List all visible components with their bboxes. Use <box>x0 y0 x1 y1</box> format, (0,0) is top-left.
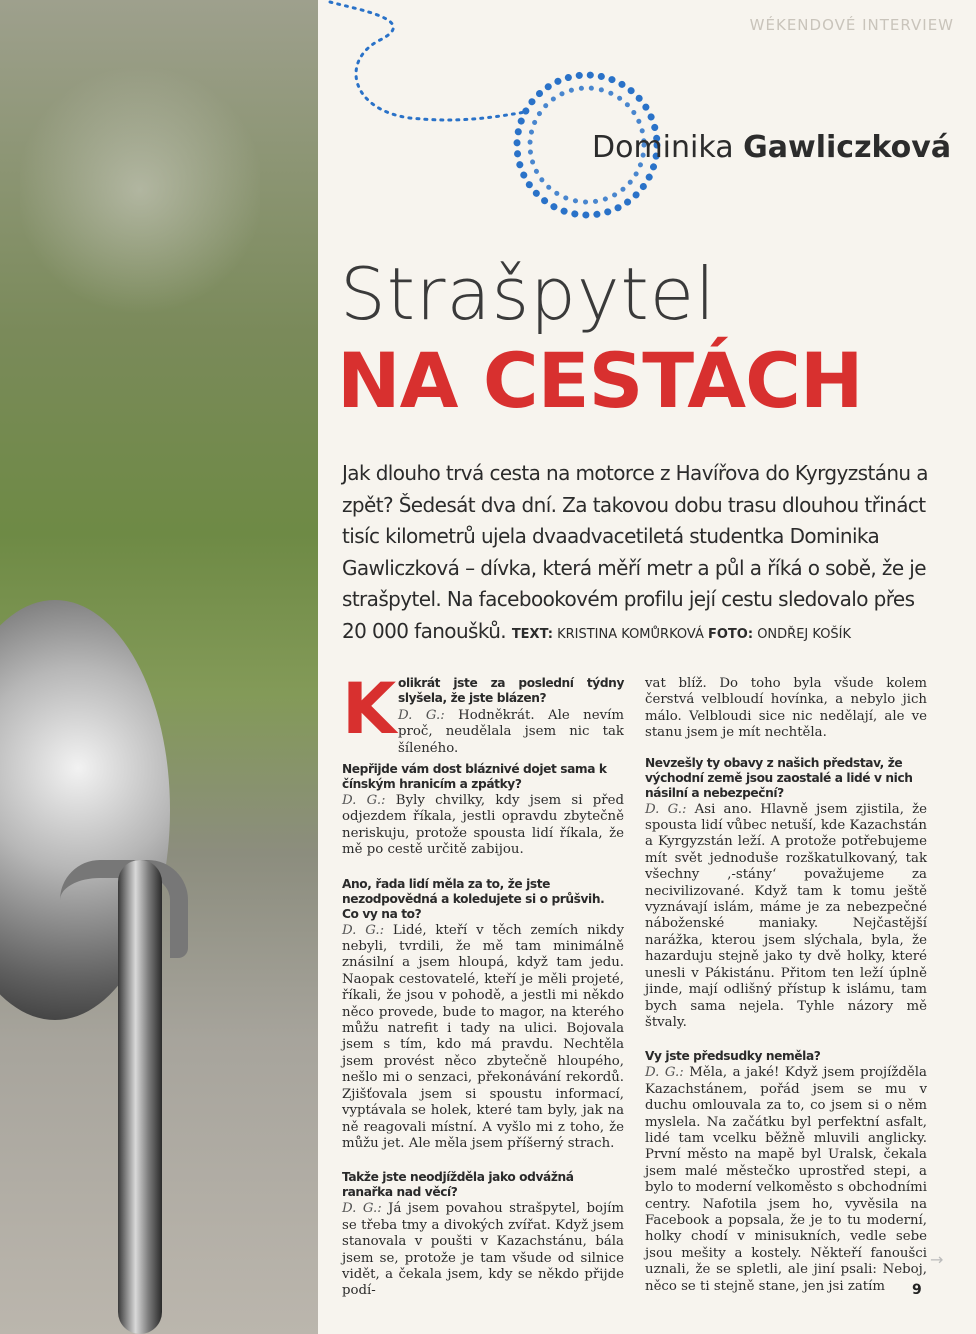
answer-2-tag: D. G.: <box>342 793 386 808</box>
continue-arrow-icon: → <box>930 1250 944 1269</box>
lead-text: Jak dlouho trvá cesta na motorce z Havířova do Kyrgyzstánu a zpět? Šedesát dva dní. Za takovou dobu trasu dlouhou třináct tisíc kilometrů ujela dvaadvacetiletá studentka Dominika Gawliczková – dívka, která měří metr a půl a říká o sobě, že je strašpytel. Na facebookovém profilu její cestu sledovalo přes 20 000 fanoušků. <box>342 461 928 643</box>
dotted-trail <box>330 2 525 120</box>
answer-1-tag: D. G.: <box>398 708 445 723</box>
answer-2 <box>342 793 624 859</box>
question-2: Nepřijde vám dost bláznivé dojet sama k čínským hranicím a zpátky? <box>342 762 607 791</box>
answer-5 <box>645 802 927 1032</box>
lead-paragraph <box>342 458 938 650</box>
answer-3-tag: D. G.: <box>342 922 385 938</box>
answer-5-text: Asi ano. Hlavně jsem zjistila, že spousta lidí vůbec netuší, kde Kazachstán a Kyrgyzstán leží. A protože potřebujeme mít svět jednoduše rozškatulkovaný, tak všechny ‚-stány‘ považujeme za necivilizované. Když tam k tomu ještě vyznávají islám, máme je za nebezpečné náboženské maniaky. Nejčastější narážka, kterou jsem slýchala, byla, že hazarduju stejně jako ty dvě holky, které unesli v Pákistánu. Přitom ten leží úplně jinde, mají odlišný přístup k islámu, tam bych sama nejela. Tyhle názory mě štvaly. <box>645 801 928 1030</box>
page-number: 9 <box>912 1282 922 1298</box>
drop-cap: K <box>342 668 397 750</box>
answer-4-text: Já jsem povahou strašpytel, bojím se třeba tmy a divokých zvířat. Když jsem stanovala v poušti v Kazachstánu, bála jsem se, protože je tam všude od silnice vidět, a čekala jsem, kdy se někdo přijde podí- <box>342 1201 625 1299</box>
opening-block <box>342 668 624 756</box>
article-column-right <box>645 676 927 1295</box>
article-column-left <box>342 668 625 1300</box>
answer-1 <box>398 708 624 757</box>
title-line-2: NA CESTÁCH <box>337 336 863 425</box>
dotted-circle-decoration <box>300 0 680 240</box>
answer-3-text: Lidé, kteří v těch zemích nikdy nebyli, tvrdili, že mě tam minimálně znásilní a jsem hloupá, když tam jedu. Naopak cestovatelé, kteří je měli projeté, říkali, že jsou v pohodě, a jestli mi někdo něco provede, bude to magor, na kterého můžu natrefit i tady na ulici. Bojovala jsem s tím, kdo má pravdu. Nechtěla jsem provést něco zbytečně hloupého, nešlo mi o senzaci, překonávání rekordů. Zjišťovala jsem si spoustu informací, vyptávala se holek, které tam byly, jak na ně reagovali místní. A vyšlo mi z toho, že můžu jet. Ale měla jsem příšerný strach. <box>342 922 624 1151</box>
person-last-name: Gawliczková <box>743 130 952 165</box>
mirror-stem <box>118 860 162 1334</box>
answer-4-tag: D. G.: <box>342 1201 382 1217</box>
question-5: Nevzešly ty obavy z našich představ, že východní země jsou zaostalé a lidé v nich násilní a nebezpeční? <box>645 755 913 800</box>
answer-2-text: Byly chvilky, kdy jsem si před odjezdem říkala, jestli opravdu zbytečně neriskuju, protože spousta lidí říkala, že mě po cestě určitě zabijou. <box>342 793 625 858</box>
credits <box>512 627 851 642</box>
question-3: Ano, řada lidí měla za to, že jste nezodpovědná a koledujete si o průšvih. Co vy na to? <box>342 876 605 921</box>
person-name <box>592 130 951 165</box>
answer-1-text: Hodněkrát. Ale nevím proč, neudělala jsem nic tak šíleného. <box>398 708 624 756</box>
title-line-1: Strašpytel <box>340 252 717 336</box>
photo-credit-author: ONDŘEJ KOŠÍK <box>757 626 852 642</box>
section-ghost-header: WÉKENDOVÉ INTERVIEW <box>749 16 954 34</box>
question-6: Vy jste předsudky neměla? <box>645 1049 821 1064</box>
photo-blur <box>20 60 260 320</box>
answer-6-tag: D. G.: <box>645 1065 684 1081</box>
answer-6 <box>645 1065 927 1295</box>
answer-6-text: Měla, a jaké! Když jsem projížděla Kazachstánem, pořád jsem se mu v duchu omlouvala za to, co jsem si o něm myslela. Na začátku byl perfektní asfalt, lidé tam vcelku běžně mluvili anglicky. První město na mapě byl Uralsk, čekala jsem malé městečko uprostřed stepi, a bylo to moderní velkoměsto s obchodními centry. Nafotila jsem ho, vyvěsila na Facebook a popsala, že je to tu moderní, holky chodí v minisukních, vedle sebe jsou mešity a kostely. Někteří fanoušci uznali, že se spletli, ale jiní psali: Neboj, něco se ti stejně stane, jen jsi zatím <box>645 1065 927 1294</box>
question-1: olikrát jste za poslední týdny slyšela, že jste blázen? <box>398 676 624 705</box>
answer-5-tag: D. G.: <box>645 801 687 817</box>
text-credit-label: TEXT: <box>511 626 553 642</box>
answer-3 <box>342 923 624 1153</box>
answer-4-continued: vat blíž. Do toho byla všude kolem čerstvá velbloudí hovínka, a nebylo jich málo. Velbloudi sice nic nedělají, ale ve stanu jsem je mít nechtěla. <box>645 676 927 741</box>
photo-credit-label: FOTO: <box>708 626 754 642</box>
answer-4 <box>342 1201 624 1299</box>
question-4: Takže jste neodjížděla jako odvážná ranařka nad věcí? <box>342 1170 574 1200</box>
cover-photo <box>0 0 318 1334</box>
person-first-name: Dominika <box>592 130 734 165</box>
text-credit-author: KRISTINA KOMŮRKOVÁ <box>557 626 704 642</box>
